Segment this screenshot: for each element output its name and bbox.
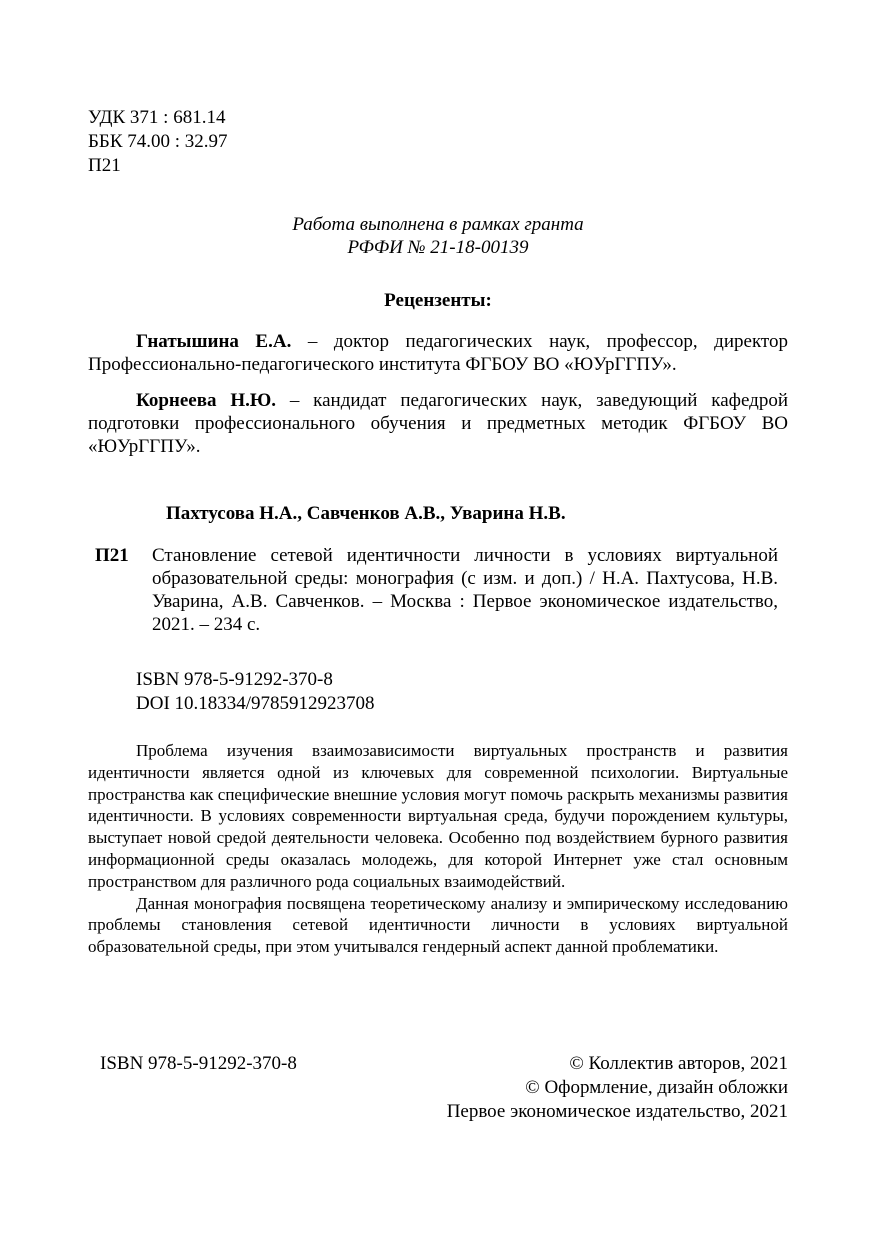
grant-note xyxy=(88,213,788,259)
reviewers-title: Рецензенты: xyxy=(384,290,492,311)
reviewer-2-name: Корнеева Н.Ю. xyxy=(136,390,276,411)
reviewer-1 xyxy=(88,330,788,376)
author-mark: П21 xyxy=(88,155,121,176)
copyright-block xyxy=(400,1052,788,1124)
grant-line-1: Работа выполнена в рамках гранта xyxy=(292,214,584,235)
reviewer-2 xyxy=(88,389,788,458)
footer-isbn: ISBN 978-5-91292-370-8 xyxy=(100,1053,297,1074)
abstract-paragraph-1: Проблема изучения взаимозависимости виртуальных пространств и развития идентичности является одной из ключевых для современной психологии. Виртуальные пространства как специфические внешние условия могут помочь раскрыть механизмы развития идентичности. В условиях современности виртуальная среда, будучи порождением культуры, выступает новой средой деятельности человека. Особенно под воздействием бурного развития информационной среды оказалась молодежь, для которой Интернет уже стал основным пространством для различного рода социальных взаимодействий. xyxy=(88,741,788,891)
isbn: ISBN 978-5-91292-370-8 xyxy=(136,669,333,690)
copyright-authors: © Коллектив авторов, 2021 xyxy=(569,1053,788,1074)
book-identifiers xyxy=(136,668,375,716)
book-authors: Пахтусова Н.А., Савченков А.В., Уварина Н.В. xyxy=(166,503,566,524)
doi: DOI 10.18334/9785912923708 xyxy=(136,693,375,714)
reviewer-1-name: Гнатышина Е.А. xyxy=(136,331,292,352)
reviewer-2-text: – кандидат педагогических наук, заведующий кафедрой подготовки профессионального обучения и предметных методик ФГБОУ ВО «ЮУрГГПУ». xyxy=(88,390,788,457)
classification-codes xyxy=(88,106,228,178)
reviewer-1-text: – доктор педагогических наук, профессор, директор Профессионально-педагогического института ФГБОУ ВО «ЮУрГГПУ». xyxy=(88,331,788,375)
grant-line-2: РФФИ № 21-18-00139 xyxy=(347,237,529,258)
book-code: П21 xyxy=(95,545,129,566)
copyright-design: © Оформление, дизайн обложки xyxy=(525,1077,788,1098)
udk-code: УДК 371 : 681.14 xyxy=(88,107,226,128)
bibliographic-description: Становление сетевой идентичности личности в условиях виртуальной образовательной среды: монография (с изм. и доп.) / Н.А. Пахтусова, Н.В. Уварина, А.В. Савченков. – Москва : Первое экономическое издательство, 2021. – 234 с. xyxy=(152,545,778,635)
abstract-paragraph-2: Данная монография посвящена теоретическому анализу и эмпирическому исследованию проблемы становления сетевой идентичности личности в условиях виртуальной образовательной среды, при этом учитывался гендерный аспект данной проблематики. xyxy=(88,893,788,957)
bbk-code: ББК 74.00 : 32.97 xyxy=(88,131,228,152)
abstract xyxy=(88,740,788,958)
copyright-publisher: Первое экономическое издательство, 2021 xyxy=(446,1101,788,1122)
